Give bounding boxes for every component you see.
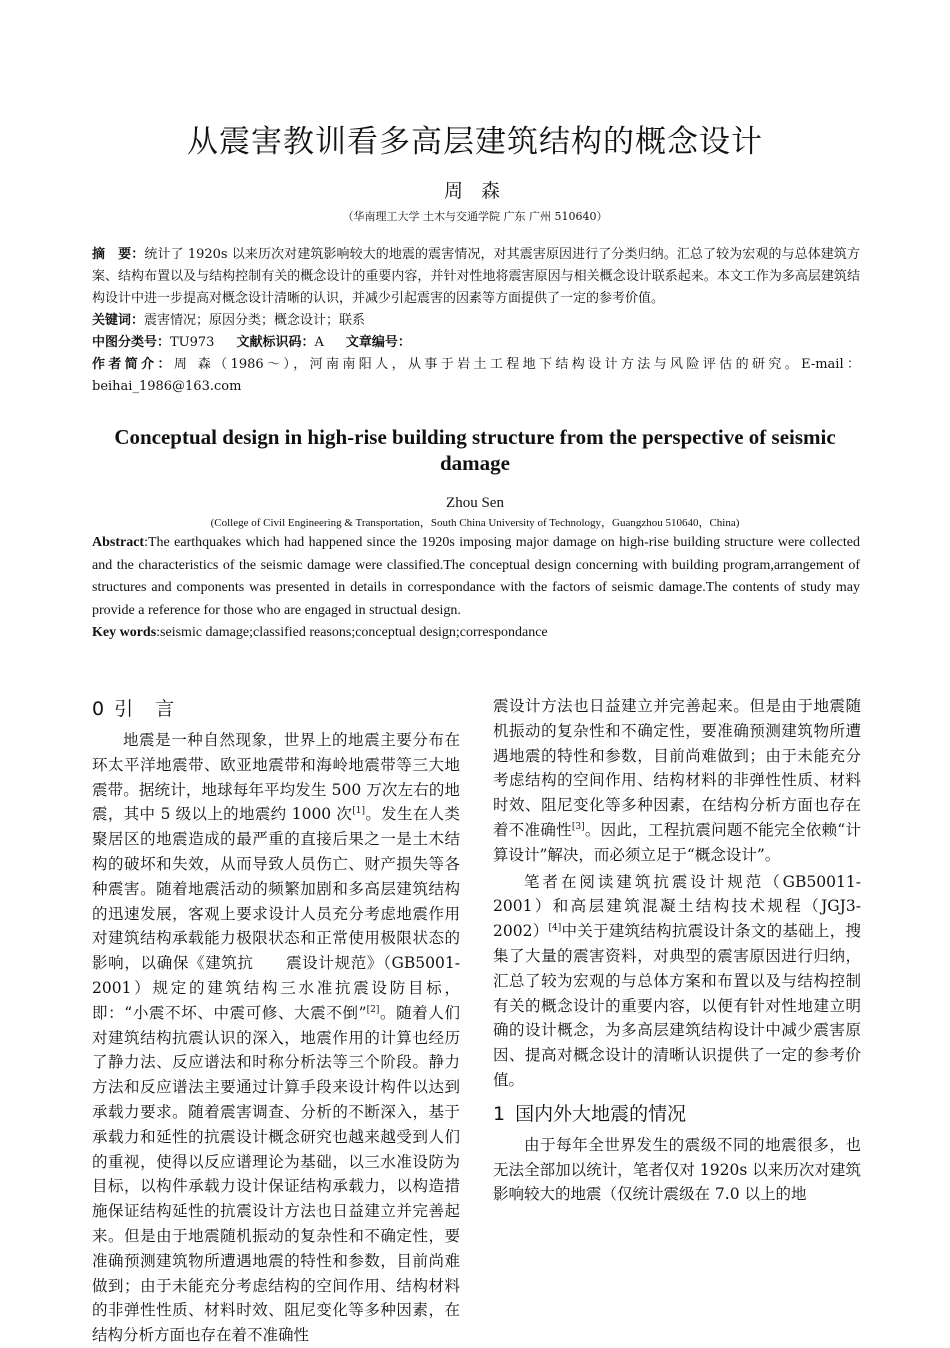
paragraph-intro-1-continued [493,694,861,868]
section-number: 0 [92,698,105,720]
english-abstract-text: :The earthquakes which had happened since the 1920s imposing major damage on high-rise building structure were collected and the characteristics of the seismic damage were classified.The conceptual design concerning with building program,arrangement of structures and components was presented in details in correspondance with the factors of seismic damage.The contents of study may provide a reference for those who are engaged in structual design. [92,535,860,618]
abstract-label: 摘 要： [92,247,145,262]
english-abstract [92,532,860,622]
paragraph-text: 。因此，工程抗震问题不能完全依赖“计算设计”解决，而必须立足于“概念设计”。 [493,820,861,864]
english-keywords [92,622,860,644]
article-number-label: 文章编号： [345,335,411,350]
classification-line [92,332,860,354]
section-title: 国内外大地震的情况 [515,1102,687,1125]
paragraph-text: 。随着人们对建筑结构抗震认识的深入，地震作用的计算也经历了静力法、反应谱法和时称分析法等三个阶段。静力方法和反应谱法主要通过计算手段来设计构件以达到承载力要求。随着震害调查、分析的不断深入，基于承载力和延性的抗震设计概念研究也越来越受到人们的重视，使得以反应谱理论为基础，以三水准设防为目标，以构件承载力设计保证结构承载力，以构造措施保证结构延性的抗震设计方法也日益建立并完善起来。但是由于地震随机振动的复杂性和不确定性，要准确预测建筑物所遭遇地震的特性和参数，目前尚难做到；由于未能充分考虑结构的空间作用、结构材料的非弹性性质、材料时效、阻尼变化等多种因素，在结构分析方面也存在着不准确性 [92,1003,460,1345]
author-name: 周 森 [443,180,507,202]
chinese-front-matter [92,244,860,398]
section-title: 引 言 [114,698,183,720]
english-keywords-text: :seismic damage;classified reasons;conceptual design;correspondance [156,625,548,640]
author-affiliation: （华南理工大学 土木与交通学院 广东 广州 510640） [342,210,608,223]
section-heading-earthquakes [493,1101,861,1127]
english-title: Conceptual design in high-rise building structure from the perspective of seismic damage [114,425,836,475]
body-column-left [92,694,460,1345]
citation-2: [2] [366,1004,380,1015]
english-author: Zhou Sen [446,495,504,511]
english-abstract-label: Abstract [92,535,145,550]
paragraph-intro-2 [493,870,861,1093]
english-affiliation: (College of Civil Engineering & Transportation，South China University of Technology，Guangzhou 510640，China) [210,517,740,529]
keywords-text: 震害情况；原因分类；概念设计；联系 [144,313,366,328]
author-bio [92,354,860,398]
doc-code-value: A [314,335,324,350]
clc-value: TU973 [170,335,215,350]
citation-3: [3] [571,821,585,832]
section-number: 1 [493,1102,506,1125]
paper-title: 从震害教训看多高层建筑结构的概念设计 [187,124,763,160]
author-bio-text: 周 森（1986～），河南南阳人，从事于岩土工程地下结构设计方法与风险评估的研究。E-mail：beihai_1986@163.com [92,357,860,394]
abstract-text: 统计了 1920s 以来历次对建筑影响较大的地震的震害情况，对其震害原因进行了分类归纳。汇总了较为宏观的与总体建筑方案、结构布置以及与结构控制有关的概念设计的重要内容，并针对性地将震害原因与相关概念设计联系起来。本文工作为多高层建筑结构设计中进一步提高对概念设计清晰的认识，并减少引起震害的因素等方面提供了一定的参考价值。 [92,247,860,306]
paragraph-text: 由于每年全世界发生的震级不同的地震很多，也无法全部加以统计，笔者仅对 1920s 以来历次对建筑影响较大的地震（仅统计震级在 7.0 以上的地 [493,1135,861,1204]
citation-4: [4] [548,923,562,934]
doc-code-label: 文献标识码： [236,335,315,350]
paragraph-text: 。发生在人类聚居区的地震造成的最严重的直接后果之一是土木结构的破坏和失效，从而导致人员伤亡、财产损失等各种震害。随着地震活动的频繁加剧和多高层建筑结构的迅速发展，客观上要求设计人员充分考虑地震作用对建筑结构承载能力极限状态和正常使用极限状态的影响，以确保《建筑抗 震设计规范》（GB5001-2001）规定的建筑结构三水准抗震设防目标，即：“小震不坏、中震可修、大震不倒” [92,805,460,1022]
keywords-label: 关键词： [92,313,145,328]
paragraph-text: 中关于建筑结构抗震设计条文的基础上，搜集了大量的震害资料，对典型的震害原因进行归纳，汇总了较为宏观的与总体方案和布置以及与结构控制有关的概念设计的重要内容，以便有针对性地建立明确的设计概念，为多高层建筑结构设计中减少震害原因、提高对概念设计的清晰认识提供了一定的参考价值。 [493,922,861,1089]
chinese-keywords [92,310,860,332]
chinese-abstract [92,244,860,310]
paragraph-text: 笔者在阅读建筑抗震设计规范（GB50011-2001）和高层建筑混凝土结构技术规程（JGJ3-2002） [493,872,861,941]
paragraph-text: 地震是一种自然现象，世界上的地震主要分布在环太平洋地震带、欧亚地震带和海岭地震带等三大地震带。据统计，地球每年平均发生 500 万次左右的地震，其中 5 级以上的地震约 1000 次 [92,731,460,824]
english-keywords-label: Key words [92,625,157,640]
author-bio-label: 作者简介： [92,357,174,372]
section-heading-intro [92,696,460,722]
paragraph-text: 震设计方法也日益建立并完善起来。但是由于地震随机振动的复杂性和不确定性，要准确预测建筑物所遭遇地震的特性和参数，目前尚难做到；由于未能充分考虑结构的空间作用、结构材料的非弹性性质、材料时效、阻尼变化等多种因素，在结构分析方面也存在着不准确性 [493,697,861,839]
body-column-right [493,694,861,1207]
paragraph-earthquakes-1 [493,1133,861,1207]
clc-label: 中图分类号： [92,335,171,350]
paragraph-intro-1 [92,728,460,1345]
citation-1: [1] [352,806,366,817]
